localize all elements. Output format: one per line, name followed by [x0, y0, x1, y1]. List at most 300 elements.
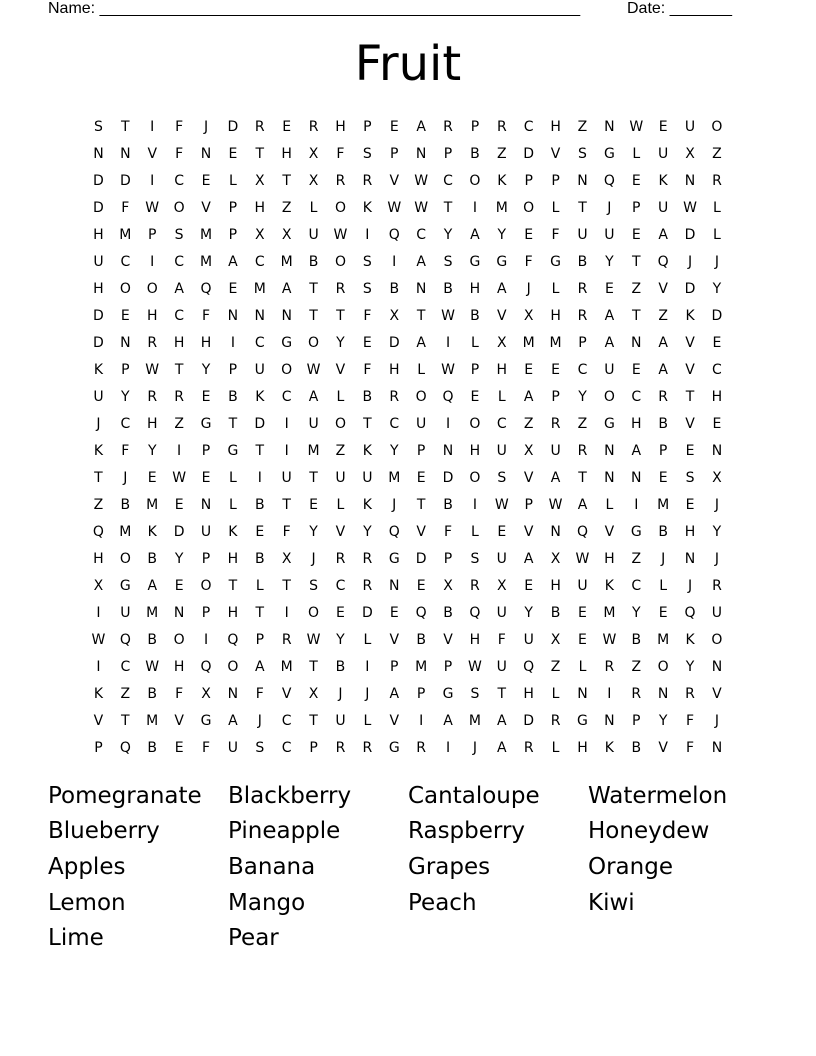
grid-letter[interactable]: E [174, 577, 184, 594]
grid-letter[interactable]: E [174, 739, 184, 756]
grid-letter[interactable]: R [362, 172, 373, 189]
grid-letter[interactable]: H [684, 523, 696, 540]
grid-letter[interactable]: M [495, 199, 508, 216]
grid-letter[interactable]: H [630, 415, 642, 432]
grid-letter[interactable]: L [228, 496, 237, 513]
grid-letter[interactable]: N [604, 118, 615, 135]
grid-letter[interactable]: F [175, 685, 184, 702]
grid-letter[interactable]: E [685, 496, 695, 513]
grid-letter[interactable]: H [173, 658, 185, 675]
grid-letter[interactable]: V [201, 199, 211, 216]
grid-letter[interactable]: E [524, 226, 534, 243]
grid-letter[interactable]: I [177, 442, 182, 459]
grid-letter[interactable]: N [227, 685, 239, 702]
grid-letter[interactable]: R [577, 307, 588, 324]
grid-letter[interactable]: N [93, 145, 104, 162]
grid-letter[interactable]: C [281, 712, 292, 729]
grid-letter[interactable]: U [496, 550, 507, 567]
grid-letter[interactable]: T [255, 442, 265, 459]
grid-letter[interactable]: U [550, 442, 561, 459]
grid-letter[interactable]: L [363, 712, 372, 729]
grid-letter[interactable]: P [255, 631, 265, 648]
grid-letter[interactable]: U [254, 361, 265, 378]
grid-letter[interactable]: Y [497, 226, 507, 243]
grid-letter[interactable]: U [93, 388, 104, 405]
grid-letter[interactable]: N [415, 145, 427, 162]
grid-letter[interactable]: T [631, 253, 641, 270]
grid-letter[interactable]: O [523, 199, 535, 216]
grid-letter[interactable]: G [388, 550, 400, 567]
grid-letter[interactable]: V [443, 631, 453, 648]
grid-letter[interactable]: U [93, 253, 104, 270]
grid-letter[interactable]: S [685, 469, 695, 486]
grid-letter[interactable]: H [227, 550, 239, 567]
grid-letter[interactable]: E [201, 469, 211, 486]
grid-letter[interactable]: V [523, 469, 534, 486]
grid-letter[interactable]: K [228, 523, 238, 540]
grid-letter[interactable]: O [119, 280, 131, 297]
grid-letter[interactable]: C [254, 334, 265, 351]
grid-letter[interactable]: T [309, 712, 318, 729]
grid-letter[interactable]: W [91, 631, 106, 648]
grid-letter[interactable]: V [550, 145, 561, 162]
grid-letter[interactable]: F [497, 631, 506, 648]
grid-letter[interactable]: R [496, 118, 507, 135]
grid-letter[interactable]: T [416, 496, 426, 513]
grid-letter[interactable]: N [711, 442, 723, 459]
grid-letter[interactable]: E [147, 469, 157, 486]
grid-letter[interactable]: N [711, 739, 723, 756]
grid-letter[interactable]: D [93, 199, 104, 216]
grid-letter[interactable]: H [550, 118, 561, 135]
grid-letter[interactable]: I [96, 658, 101, 675]
grid-letter[interactable]: N [684, 550, 696, 567]
grid-letter[interactable]: K [497, 172, 507, 189]
grid-letter[interactable]: Y [389, 442, 399, 459]
grid-letter[interactable]: G [496, 253, 508, 270]
grid-letter[interactable]: H [146, 415, 158, 432]
grid-letter[interactable]: B [443, 280, 453, 297]
grid-letter[interactable]: R [362, 577, 373, 594]
grid-letter[interactable]: I [230, 334, 235, 351]
grid-letter[interactable]: K [362, 199, 372, 216]
grid-letter[interactable]: K [362, 496, 372, 513]
grid-letter[interactable]: J [123, 469, 128, 486]
grid-letter[interactable]: X [389, 307, 400, 324]
grid-letter[interactable]: C [443, 172, 453, 189]
grid-letter[interactable]: Q [200, 658, 212, 675]
grid-letter[interactable]: A [228, 253, 238, 270]
grid-letter[interactable]: H [550, 307, 561, 324]
grid-letter[interactable]: K [362, 442, 372, 459]
grid-letter[interactable]: P [390, 658, 399, 675]
grid-letter[interactable]: U [362, 469, 373, 486]
grid-letter[interactable]: X [443, 577, 453, 594]
grid-letter[interactable]: J [661, 550, 666, 567]
grid-letter[interactable]: J [365, 685, 370, 702]
grid-letter[interactable]: L [336, 388, 345, 405]
grid-letter[interactable]: W [414, 199, 429, 216]
grid-letter[interactable]: B [631, 739, 642, 756]
grid-letter[interactable]: A [523, 550, 534, 567]
grid-letter[interactable]: V [335, 523, 346, 540]
grid-letter[interactable]: Y [363, 523, 372, 540]
grid-letter[interactable]: E [201, 172, 211, 189]
grid-letter[interactable]: E [174, 496, 184, 513]
grid-letter[interactable]: L [309, 199, 318, 216]
grid-letter[interactable]: A [604, 334, 615, 351]
grid-letter[interactable]: N [389, 577, 400, 594]
grid-letter[interactable]: R [550, 415, 561, 432]
grid-letter[interactable]: N [577, 172, 588, 189]
grid-letter[interactable]: T [228, 577, 238, 594]
grid-letter[interactable]: F [363, 307, 372, 324]
grid-letter[interactable]: X [712, 469, 722, 486]
grid-letter[interactable]: M [522, 334, 535, 351]
grid-letter[interactable]: U [684, 118, 696, 135]
grid-letter[interactable]: E [658, 604, 668, 621]
grid-letter[interactable]: U [711, 604, 723, 621]
grid-letter[interactable]: O [200, 577, 212, 594]
grid-letter[interactable]: R [631, 685, 642, 702]
grid-letter[interactable]: H [335, 118, 346, 135]
grid-letter[interactable]: C [120, 253, 131, 270]
grid-letter[interactable]: V [335, 361, 346, 378]
grid-letter[interactable]: Z [335, 442, 346, 459]
grid-letter[interactable]: E [524, 577, 534, 594]
grid-letter[interactable]: P [443, 550, 453, 567]
grid-letter[interactable]: Q [200, 280, 212, 297]
grid-letter[interactable]: U [658, 145, 669, 162]
grid-letter[interactable]: A [658, 361, 668, 378]
grid-letter[interactable]: D [684, 226, 696, 243]
grid-letter[interactable]: H [227, 604, 239, 621]
grid-letter[interactable]: R [712, 172, 722, 189]
grid-letter[interactable]: M [280, 658, 293, 675]
grid-letter[interactable]: H [254, 199, 266, 216]
grid-letter[interactable]: F [201, 739, 211, 756]
grid-letter[interactable]: J [392, 496, 397, 513]
grid-letter[interactable]: A [416, 253, 426, 270]
grid-letter[interactable]: G [442, 685, 454, 702]
grid-letter[interactable]: D [93, 334, 104, 351]
grid-letter[interactable]: H [469, 280, 481, 297]
grid-letter[interactable]: B [120, 496, 131, 513]
grid-letter[interactable]: E [228, 280, 238, 297]
grid-letter[interactable]: M [119, 523, 132, 540]
grid-letter[interactable]: N [227, 307, 239, 324]
grid-letter[interactable]: E [309, 496, 318, 513]
grid-letter[interactable]: T [363, 415, 372, 432]
grid-letter[interactable]: R [577, 442, 588, 459]
grid-letter[interactable]: K [685, 307, 695, 324]
grid-letter[interactable]: E [658, 118, 668, 135]
grid-letter[interactable]: I [150, 253, 155, 270]
grid-letter[interactable]: M [199, 226, 213, 243]
grid-letter[interactable]: G [630, 523, 642, 540]
grid-letter[interactable]: F [175, 145, 184, 162]
grid-letter[interactable]: Y [201, 361, 211, 378]
grid-letter[interactable]: C [523, 118, 534, 135]
grid-letter[interactable]: Y [631, 604, 641, 621]
grid-letter[interactable]: A [550, 469, 561, 486]
grid-letter[interactable]: N [550, 523, 561, 540]
grid-letter[interactable]: T [309, 307, 318, 324]
grid-letter[interactable]: C [281, 739, 292, 756]
grid-letter[interactable]: X [308, 145, 319, 162]
grid-letter[interactable]: T [121, 118, 130, 135]
grid-letter[interactable]: D [93, 172, 104, 189]
grid-letter[interactable]: E [416, 469, 426, 486]
grid-letter[interactable]: T [309, 469, 318, 486]
grid-letter[interactable]: K [93, 361, 104, 378]
grid-letter[interactable]: U [120, 604, 131, 621]
grid-letter[interactable]: B [631, 631, 642, 648]
grid-letter[interactable]: P [228, 361, 238, 378]
grid-letter[interactable]: J [257, 712, 262, 729]
grid-letter[interactable]: Y [174, 550, 184, 567]
grid-letter[interactable]: B [335, 658, 346, 675]
grid-letter[interactable]: A [416, 118, 426, 135]
grid-letter[interactable]: S [94, 118, 103, 135]
grid-letter[interactable]: W [414, 172, 429, 189]
grid-letter[interactable]: X [550, 631, 561, 648]
grid-letter[interactable]: L [497, 388, 506, 405]
grid-letter[interactable]: L [363, 631, 372, 648]
grid-letter[interactable]: A [255, 658, 265, 675]
grid-letter[interactable]: V [416, 523, 426, 540]
grid-letter[interactable]: H [523, 685, 534, 702]
grid-letter[interactable]: N [604, 442, 615, 459]
grid-letter[interactable]: E [497, 523, 507, 540]
grid-letter[interactable]: W [441, 307, 455, 324]
grid-letter[interactable]: X [281, 226, 292, 243]
grid-letter[interactable]: U [308, 415, 319, 432]
grid-letter[interactable]: J [607, 199, 612, 216]
grid-letter[interactable]: D [442, 469, 454, 486]
grid-letter[interactable]: O [334, 199, 346, 216]
grid-letter[interactable]: X [550, 550, 561, 567]
grid-letter[interactable]: G [200, 712, 212, 729]
grid-letter[interactable]: X [254, 172, 265, 189]
grid-letter[interactable]: W [467, 658, 482, 675]
grid-letter[interactable]: Z [550, 658, 561, 675]
grid-letter[interactable]: I [472, 199, 477, 216]
grid-letter[interactable]: T [309, 658, 318, 675]
grid-letter[interactable]: L [659, 577, 668, 594]
grid-letter[interactable]: U [658, 199, 669, 216]
grid-letter[interactable]: N [604, 469, 615, 486]
grid-letter[interactable]: R [416, 739, 426, 756]
grid-letter[interactable]: U [335, 712, 346, 729]
grid-letter[interactable]: S [362, 280, 372, 297]
grid-letter[interactable]: D [684, 280, 696, 297]
grid-letter[interactable]: E [389, 118, 399, 135]
grid-letter[interactable]: U [604, 361, 615, 378]
grid-letter[interactable]: Q [388, 523, 400, 540]
grid-letter[interactable]: W [602, 631, 617, 648]
grid-letter[interactable]: R [658, 388, 669, 405]
grid-letter[interactable]: N [173, 604, 185, 621]
grid-letter[interactable]: X [254, 226, 265, 243]
grid-letter[interactable]: R [712, 577, 722, 594]
grid-letter[interactable]: P [470, 118, 480, 135]
grid-letter[interactable]: H [577, 739, 588, 756]
grid-letter[interactable]: L [471, 523, 479, 540]
grid-letter[interactable]: V [685, 334, 695, 351]
grid-letter[interactable]: Z [174, 415, 184, 432]
grid-letter[interactable]: P [416, 442, 426, 459]
grid-letter[interactable]: J [311, 550, 316, 567]
grid-letter[interactable]: J [687, 253, 693, 270]
grid-letter[interactable]: F [686, 712, 695, 729]
grid-letter[interactable]: U [227, 739, 239, 756]
grid-letter[interactable]: H [469, 631, 481, 648]
grid-letter[interactable]: Z [577, 118, 588, 135]
grid-letter[interactable]: N [577, 685, 588, 702]
grid-letter[interactable]: N [711, 658, 723, 675]
grid-letter[interactable]: Z [631, 280, 642, 297]
grid-letter[interactable]: T [282, 172, 291, 189]
grid-letter[interactable]: Y [712, 280, 722, 297]
grid-letter[interactable]: N [604, 712, 615, 729]
grid-letter[interactable]: M [280, 253, 293, 270]
grid-letter[interactable]: A [631, 442, 642, 459]
grid-letter[interactable]: P [390, 145, 399, 162]
grid-letter[interactable]: E [578, 604, 587, 621]
grid-letter[interactable]: X [308, 172, 319, 189]
grid-letter[interactable]: T [336, 307, 345, 324]
grid-letter[interactable]: Z [631, 658, 642, 675]
grid-letter[interactable]: Q [576, 523, 588, 540]
grid-letter[interactable]: E [578, 631, 587, 648]
grid-letter[interactable]: O [227, 658, 239, 675]
grid-letter[interactable]: K [147, 523, 157, 540]
grid-letter[interactable]: L [228, 469, 237, 486]
grid-letter[interactable]: U [281, 469, 292, 486]
grid-letter[interactable]: C [174, 253, 184, 270]
grid-letter[interactable]: W [548, 496, 563, 513]
grid-letter[interactable]: N [120, 145, 131, 162]
grid-letter[interactable]: I [607, 685, 612, 702]
grid-letter[interactable]: T [497, 685, 507, 702]
grid-letter[interactable]: Y [336, 334, 345, 351]
grid-letter[interactable]: M [549, 334, 562, 351]
grid-letter[interactable]: Q [603, 172, 615, 189]
grid-letter[interactable]: R [362, 550, 373, 567]
grid-letter[interactable]: B [147, 739, 158, 756]
grid-letter[interactable]: Z [712, 145, 722, 162]
grid-letter[interactable]: G [200, 415, 212, 432]
grid-letter[interactable]: C [631, 577, 642, 594]
grid-letter[interactable]: O [469, 469, 481, 486]
grid-letter[interactable]: D [227, 118, 239, 135]
grid-letter[interactable]: U [200, 523, 212, 540]
grid-letter[interactable]: G [577, 712, 588, 729]
grid-letter[interactable]: L [713, 199, 721, 216]
grid-letter[interactable]: W [575, 550, 590, 567]
grid-letter[interactable]: L [336, 496, 345, 513]
grid-letter[interactable]: W [441, 361, 455, 378]
grid-letter[interactable]: M [657, 631, 670, 648]
grid-letter[interactable]: X [685, 145, 695, 162]
grid-letter[interactable]: H [281, 145, 292, 162]
grid-letter[interactable]: S [362, 145, 372, 162]
grid-letter[interactable]: A [389, 685, 400, 702]
grid-letter[interactable]: H [93, 550, 104, 567]
grid-letter[interactable]: J [714, 550, 719, 567]
grid-letter[interactable]: U [523, 631, 534, 648]
grid-letter[interactable]: Z [281, 199, 292, 216]
grid-letter[interactable]: Y [712, 523, 722, 540]
grid-letter[interactable]: L [551, 280, 560, 297]
grid-letter[interactable]: J [714, 253, 719, 270]
grid-letter[interactable]: T [443, 199, 453, 216]
grid-letter[interactable]: W [683, 199, 697, 216]
grid-letter[interactable]: N [415, 280, 427, 297]
grid-letter[interactable]: V [685, 361, 695, 378]
grid-letter[interactable]: Q [523, 658, 535, 675]
grid-letter[interactable]: M [468, 712, 481, 729]
grid-letter[interactable]: M [199, 253, 213, 270]
grid-letter[interactable]: I [96, 604, 101, 621]
grid-letter[interactable]: L [605, 496, 614, 513]
grid-letter[interactable]: A [416, 334, 426, 351]
grid-letter[interactable]: A [658, 334, 668, 351]
grid-letter[interactable]: P [443, 145, 453, 162]
grid-letter[interactable]: I [472, 496, 477, 513]
grid-letter[interactable]: O [469, 415, 481, 432]
grid-letter[interactable]: G [281, 334, 293, 351]
grid-letter[interactable]: T [121, 712, 130, 729]
grid-letter[interactable]: D [523, 145, 535, 162]
grid-letter[interactable]: X [523, 307, 534, 324]
grid-letter[interactable]: C [631, 388, 642, 405]
grid-letter[interactable]: C [174, 172, 184, 189]
grid-letter[interactable]: B [254, 496, 265, 513]
grid-letter[interactable]: W [145, 361, 160, 378]
grid-letter[interactable]: R [523, 739, 534, 756]
grid-letter[interactable]: V [497, 307, 507, 324]
grid-letter[interactable]: G [469, 253, 481, 270]
grid-letter[interactable]: P [551, 172, 560, 189]
grid-letter[interactable]: X [201, 685, 211, 702]
grid-letter[interactable]: Q [415, 604, 427, 621]
grid-letter[interactable]: V [281, 685, 292, 702]
grid-letter[interactable]: E [631, 172, 641, 189]
grid-letter[interactable]: Q [119, 631, 131, 648]
grid-letter[interactable]: X [281, 550, 292, 567]
grid-letter[interactable]: V [389, 631, 400, 648]
grid-letter[interactable]: G [227, 442, 239, 459]
grid-letter[interactable]: S [470, 550, 480, 567]
grid-letter[interactable]: G [119, 577, 131, 594]
grid-letter[interactable]: P [416, 685, 426, 702]
grid-letter[interactable]: Y [685, 658, 695, 675]
grid-letter[interactable]: N [631, 469, 642, 486]
grid-letter[interactable]: R [362, 739, 373, 756]
grid-letter[interactable]: A [497, 712, 507, 729]
grid-letter[interactable]: W [387, 199, 402, 216]
grid-letter[interactable]: T [174, 361, 184, 378]
grid-letter[interactable]: Y [524, 604, 533, 621]
grid-letter[interactable]: Q [92, 523, 104, 540]
grid-letter[interactable]: I [419, 712, 424, 729]
grid-letter[interactable]: Z [658, 307, 668, 324]
grid-letter[interactable]: A [308, 388, 319, 405]
grid-letter[interactable]: F [282, 523, 291, 540]
grid-letter[interactable]: O [334, 415, 346, 432]
